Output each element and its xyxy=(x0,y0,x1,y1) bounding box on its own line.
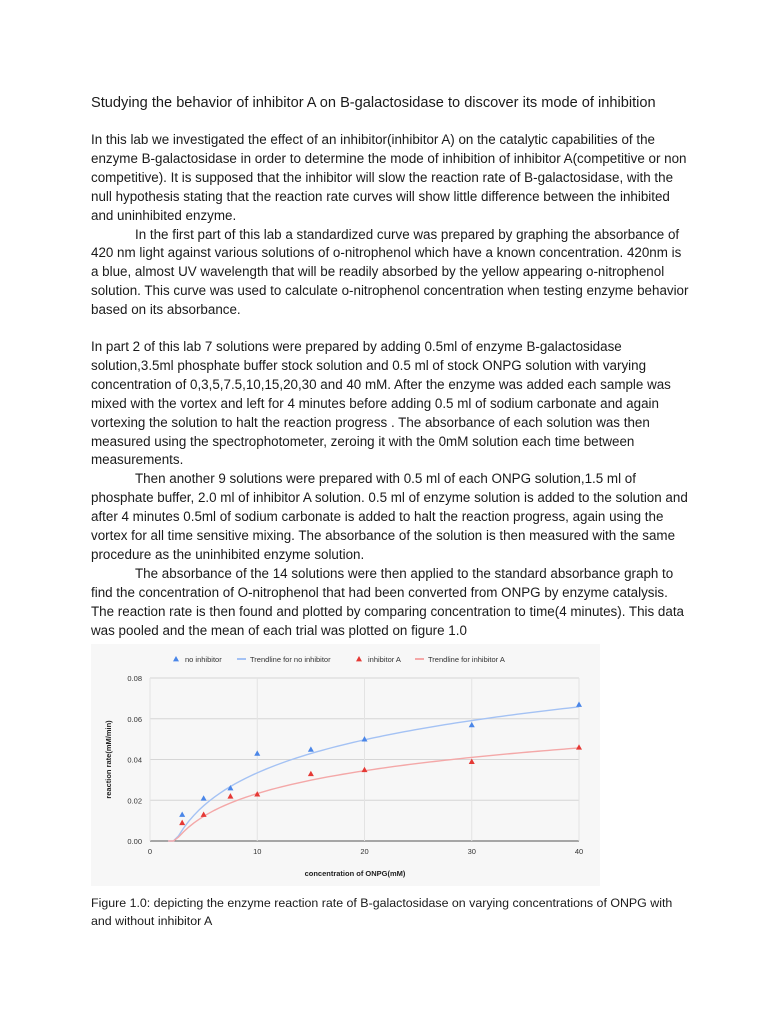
x-tick-label: 10 xyxy=(253,847,262,856)
x-axis-label: concentration of ONPG(mM) xyxy=(304,869,406,878)
legend-label: Trendline for inhibitor A xyxy=(428,655,505,664)
x-tick-label: 0 xyxy=(147,847,153,856)
y-tick-label: 0.04 xyxy=(127,755,142,765)
y-tick-label: 0.08 xyxy=(127,674,142,683)
figure-caption: Figure 1.0: depicting the enzyme reaction rate of B-galactosidase on varying concentrations of ONPG with and without inhibitor A xyxy=(91,896,673,928)
chart-points xyxy=(179,701,582,825)
data-point xyxy=(308,771,314,776)
y-tick-label: 0.02 xyxy=(127,796,142,806)
data-point xyxy=(179,820,185,825)
chart-trendlines xyxy=(168,707,579,841)
data-point xyxy=(227,793,233,798)
paragraph: Then another 9 solutions were prepared with 0.5 ml of each ONPG solution,1.5 ml of phosphate buffer, 2.0 ml of inhibitor A solution. 0.5 ml of enzyme solution is added to the solution and after 4 minutes 0.5ml of sodium carbonate is added to halt the reaction progress, again using the vortex for all time sensitive mixing. The absorbance of the solution is then measured with the same procedure as the uninhibited enzyme solution. xyxy=(91,471,688,562)
legend-label: no inhibitor xyxy=(185,655,222,664)
x-tick-label: 40 xyxy=(574,847,584,856)
trendline xyxy=(168,707,579,841)
chart-grid xyxy=(150,678,579,841)
part2-section xyxy=(91,338,691,641)
data-point xyxy=(179,812,185,817)
data-point xyxy=(362,767,368,772)
y-tick-label: 0.00 xyxy=(127,837,142,846)
paragraph: In the first part of this lab a standardized curve was prepared by graphing the absorbance of 420 nm light against various solutions of o-nitrophenol which have a known concentration. 420nm is a blue, almost UV wavelength that will be readily absorbed by the yellow appearing o-nitrophenol solution. This curve was used to calculate o-nitrophenol concentration when testing enzyme behavior based on its absorbance. xyxy=(91,226,689,318)
data-point xyxy=(308,746,314,751)
chart-svg xyxy=(91,644,600,886)
data-point xyxy=(576,701,582,706)
legend-marker xyxy=(356,656,362,661)
legend-marker xyxy=(173,656,179,661)
data-point xyxy=(201,812,207,817)
data-point xyxy=(576,744,582,749)
y-tick-label: 0.06 xyxy=(127,714,142,724)
data-point xyxy=(469,722,475,727)
paragraph: In part 2 of this lab 7 solutions were prepared by adding 0.5ml of enzyme B-galactosidase solution,3.5ml phosphate buffer stock solution and 0.5 ml of stock ONPG solution with varying concentration of 0,3,5,7.5,10,15,20,30 and 40 mM. After the enzyme was added each sample was mixed with the vortex and left for 4 minutes before adding 0.5 ml of sodium carbonate and again vortexing the solution to halt the reaction progress . The absorbance of each solution was then measured using the spectrophotometer, zeroing it with the 0mM solution each time between measurements. xyxy=(91,339,671,468)
y-axis-label: reaction rate(mM/min) xyxy=(104,720,113,799)
legend-label: inhibitor A xyxy=(368,655,401,664)
paragraph: In this lab we investigated the effect of an inhibitor(inhibitor A) on the catalytic capabilities of the enzyme B-galactosidase in order to determine the mode of inhibition of inhibitor A(competitive or non competitive). It is supposed that the inhibitor will slow the reaction rate of B-galactosidase, with the null hypothesis stating that the reaction rate curves will show little difference between the inhibited and uninhibited enzyme. xyxy=(91,132,687,223)
x-tick-label: 30 xyxy=(467,847,476,856)
x-tick-label: 20 xyxy=(360,847,369,856)
chart-legend xyxy=(173,655,505,664)
chart-axes xyxy=(104,674,583,878)
figure-chart xyxy=(91,644,600,886)
legend-label: Trendline for no inhibitor xyxy=(250,655,331,664)
data-point xyxy=(201,795,207,800)
data-point xyxy=(254,750,260,755)
paragraph: The absorbance of the 14 solutions were then applied to the standard absorbance graph to find the concentration of O-nitrophenol that had been converted from ONPG by enzyme catalysis. The reaction rate is then found and plotted by comparing concentration to time(4 minutes). This data was pooled and the mean of each trial was plotted on figure 1.0 xyxy=(91,565,684,638)
intro-section xyxy=(91,131,691,320)
document-title: Studying the behavior of inhibitor A on B-galactosidase to discover its mode of inhibition xyxy=(91,95,656,111)
